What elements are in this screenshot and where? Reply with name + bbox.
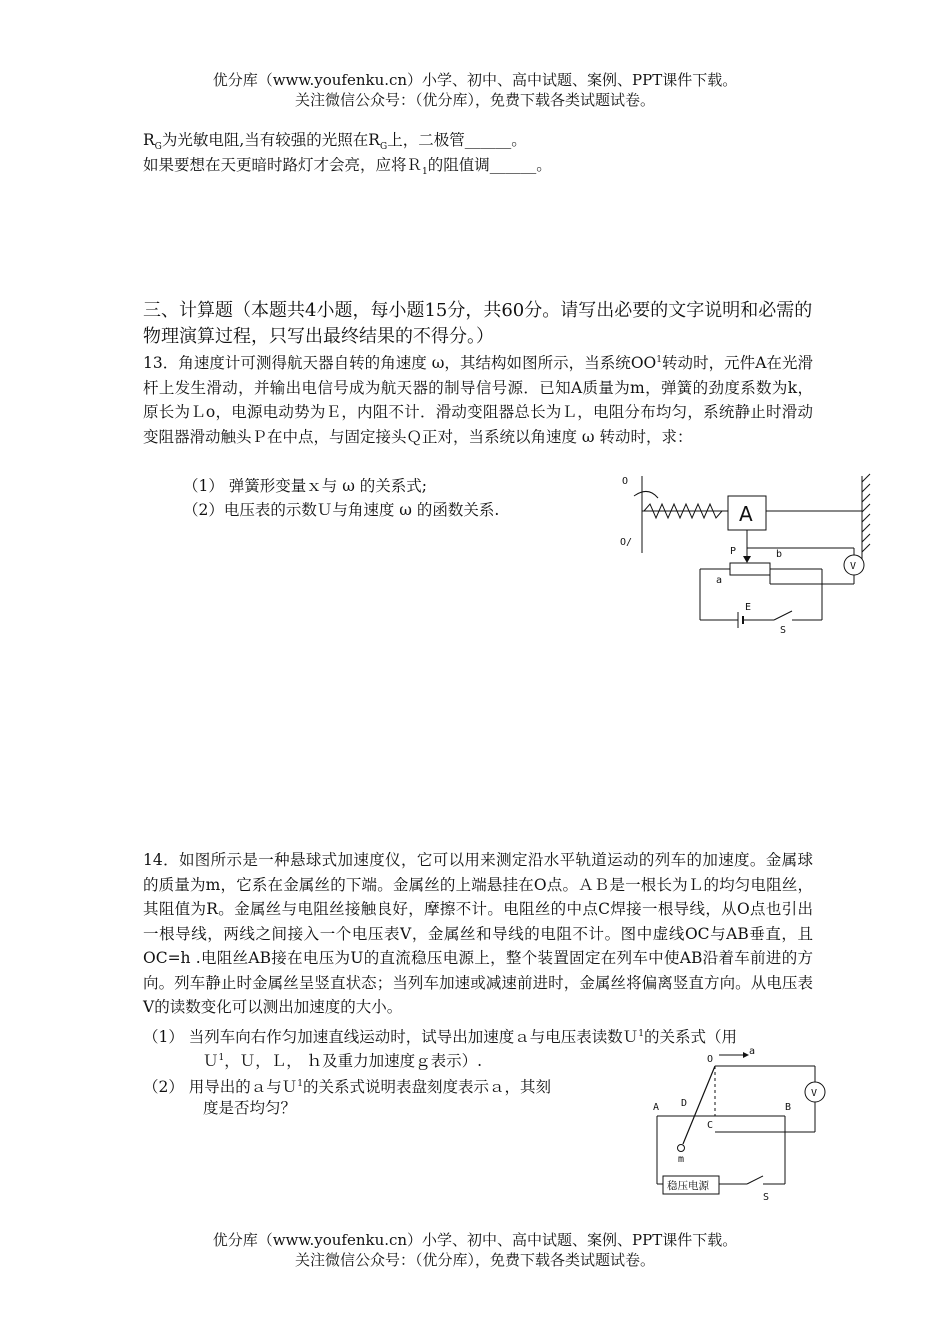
label-a: a <box>716 575 723 586</box>
label-E: E <box>745 602 752 613</box>
label-S: S <box>780 625 787 636</box>
rotation-arrow-icon <box>634 491 658 498</box>
figure-13 <box>612 468 882 638</box>
battery-icon <box>738 612 743 628</box>
label-S-fig14: S <box>763 1192 770 1203</box>
question-14-part-2: （2） 用导出的ａ与Ｕ$^1$的关系式说明表盘刻度表示ａ，其刻 <box>143 1078 552 1097</box>
label-m: m <box>678 1154 685 1165</box>
label-O1: O/ <box>620 537 633 548</box>
intro-line-2: 如果要想在天更暗时路灯才会亮，应将Ｒ$_1$的阻值调______。 <box>143 156 552 178</box>
label-B: B <box>785 1102 792 1113</box>
label-O-fig14: O <box>707 1054 714 1065</box>
header-line-2: 关注微信公众号：（优分库），免费下载各类试题试卷。 <box>294 91 655 109</box>
label-A: A <box>739 502 753 526</box>
intro-line-1: $R_G$为光敏电阻,当有较强的光照在$R_G$上，二极管______。 <box>143 131 527 153</box>
switch-icon-fig14 <box>747 1176 763 1184</box>
wall-hatch-icon <box>862 474 870 552</box>
figure-14 <box>645 1044 835 1204</box>
label-power-source: 稳压电源 <box>667 1180 709 1192</box>
footer-line-2: 关注微信公众号：（优分库），免费下载各类试题试卷。 <box>294 1251 655 1269</box>
question-14-part-2-cont: 度是否均匀？ <box>203 1099 297 1117</box>
label-a-fig14: a <box>749 1046 756 1057</box>
metal-ball-icon <box>678 1145 685 1152</box>
question-13-part-2: （2）电压表的示数Ｕ与角速度 ω 的函数关系. <box>183 501 500 519</box>
header-line-1: 优分库（www.youfenku.cn）小学、初中、高中试题、案例、PPT课件下载。 <box>212 71 738 89</box>
label-P: P <box>730 546 737 557</box>
label-D: D <box>681 1098 688 1109</box>
question-13: 13．角速度计可测得航天器自转的角速度 ω，其结构如图所示，当系统$OO^1$转动时，元件A在光滑杆上发生滑动，并输出电信号成为航天器的制导信号源．已知A质量为m，弹簧的劲度系数为k，原长为Ｌo，电源电动势为Ｅ，内阻不计．滑动变阻器总长为Ｌ，电阻分布均匀，系统静止时滑动变阻器滑动触头Ｐ在中点，与固定接头Ｑ正对，当系统以角速度 ω 转动时，求： <box>143 354 813 446</box>
metal-wire <box>683 1066 715 1144</box>
question-14-part-1-cont: Ｕ$^1$，Ｕ，Ｌ， ｈ及重力加速度ｇ表示）. <box>203 1052 483 1071</box>
label-b: b <box>776 549 783 560</box>
question-14-part-1: （1） 当列车向右作匀加速直线运动时，试导出加速度ａ与电压表读数Ｕ$^1$的关系式（用 <box>143 1028 738 1047</box>
label-V-fig14: V <box>811 1088 818 1099</box>
switch-icon <box>774 611 792 620</box>
label-O: O <box>622 476 629 487</box>
label-V: V <box>850 561 857 572</box>
question-13-part-1: （1） 弹簧形变量ｘ与 ω 的关系式; <box>183 477 428 495</box>
label-A-fig14: A <box>653 1102 660 1113</box>
question-14: 14．如图所示是一种悬球式加速度仪，它可以用来测定沿水平轨道运动的列车的加速度。金属球的质量为m，它系在金属丝的下端。金属丝的上端悬挂在O点。ＡＢ是一根长为Ｌ的均匀电阻丝，其阻值为R。金属丝与电阻丝接触良好，摩擦不计。电阻丝的中点C焊接一根导线，从O点也引出一根导线，两线之间接入一个电压表V，金属丝和导线的电阻不计。图中虚线OC与AB垂直，且OC=h .电阻丝AB接在电压为U的直流稳压电源上，整个装置固定在列车中使AB沿着车前进的方向。列车静止时金属丝呈竖直状态；当列车加速或减速前进时，金属丝将偏离竖直方向。从电压表V的读数变化可以测出加速度的大小。 <box>143 851 813 1016</box>
section-title: 三、计算题（本题共4小题，每小题15分，共60分。请写出必要的文字说明和必需的物理演算过程，只写出最终结果的不得分。） <box>143 300 813 347</box>
slider-arrow-icon <box>743 556 751 563</box>
footer-line-1: 优分库（www.youfenku.cn）小学、初中、高中试题、案例、PPT课件下载。 <box>212 1231 738 1249</box>
rheostat <box>730 563 770 575</box>
label-C: C <box>707 1120 714 1131</box>
